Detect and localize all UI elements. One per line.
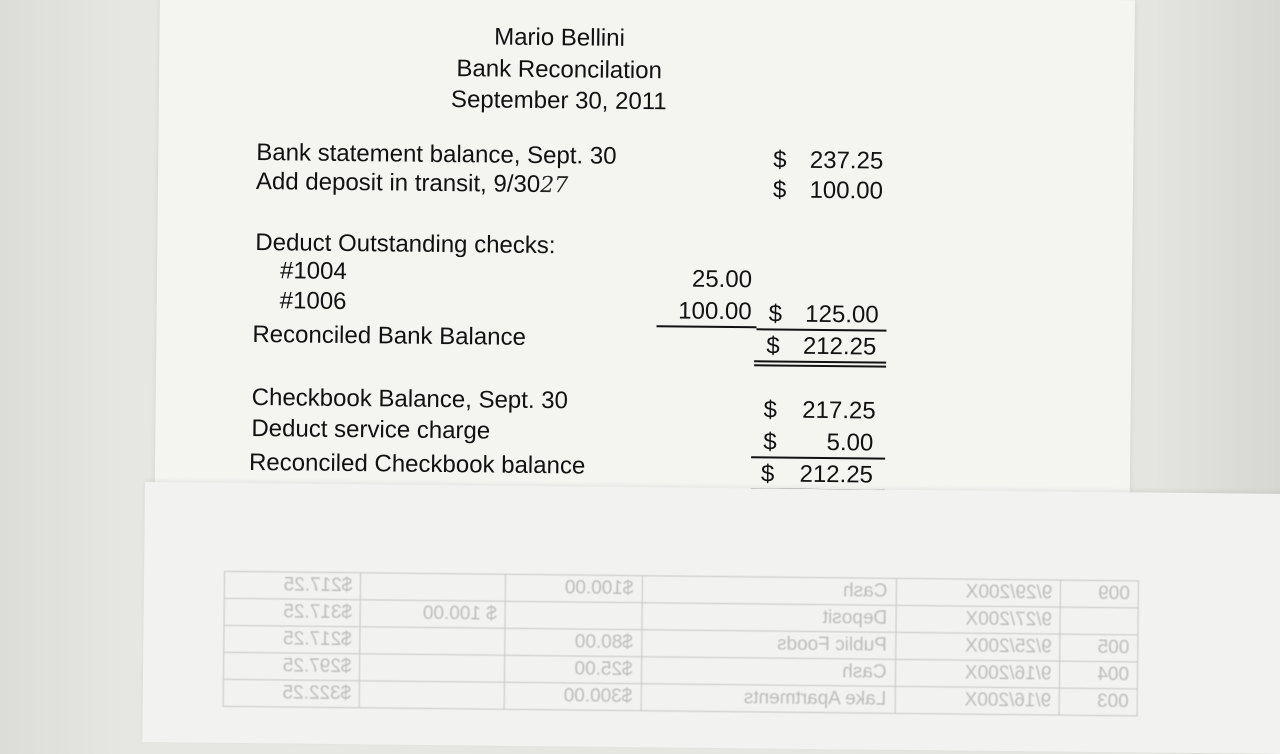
subtotal-underline [656,325,756,328]
total-underline [756,328,886,331]
ledger-cell: $80.00 [505,628,642,656]
ledger-cell: 009 [1061,580,1139,608]
check-amount: 25.00 [691,265,753,294]
check-number: #1006 [279,287,347,315]
reconciled-bank-label: Reconciled Bank Balance [252,320,527,351]
deposit-amount: 100.00 [809,176,884,205]
ledger-cell: 005 [1060,634,1138,662]
ledger-cell [361,573,506,602]
ledger-cell: Cash [642,576,896,606]
reconciled-checkbook-amount: 212.25 [799,460,874,489]
service-underline [751,456,885,459]
deposit-in-transit-text: Add deposit in transit, 9/30 [255,168,541,198]
bank-statement-label: Bank statement balance, Sept. 30 [256,139,617,170]
ledger-cell [360,681,505,710]
ledger-table [223,571,1139,717]
double-underline-bottom [754,364,886,367]
outstanding-checks-label: Deduct Outstanding checks: [255,229,556,260]
ledger-cell: 9/29/200X [896,578,1061,607]
reconciled-checkbook-label: Reconciled Checkbook balance [248,448,586,480]
outstanding-total-dollar: $ [768,300,783,328]
ledger-cell [505,601,642,629]
ledger-cell: Cash [641,657,895,687]
service-charge-amount: 5.00 [826,429,874,457]
checkbook-balance-dollar: $ [763,396,778,424]
service-charge-label: Deduct service charge [251,414,491,445]
ledger-cell: 004 [1060,661,1138,689]
bank-statement-dollar: $ [773,146,787,174]
ledger-cell: 9/16/200X [895,686,1060,715]
checkbook-balance-amount: 217.25 [802,396,876,425]
ledger-cell: $100.00 [505,574,642,602]
underlying-ledger-sheet [142,482,1280,754]
ledger-cell: 9/16/200X [895,659,1060,688]
ledger-cell [360,654,505,683]
checkbook-balance-label: Checkbook Balance, Sept. 30 [251,383,569,415]
reconciled-bank-amount: 212.25 [802,332,877,361]
deposit-in-transit-label [256,168,568,199]
bank-statement-amount: 237.25 [809,146,884,175]
ledger-cell: Public Foods [641,630,895,660]
owner-name: Mario Bellini [494,23,626,52]
ledger-cell: $25.00 [505,655,642,683]
ledger-cell: $217.25 [224,625,361,653]
ledger-cell: Deposit [642,603,896,633]
document-title: Bank Reconcilation [456,55,663,85]
check-number: #1004 [279,257,347,285]
deposit-dollar: $ [772,176,787,204]
double-underline-top [754,360,886,363]
ledger-cell [1060,607,1138,635]
ledger-cell: Lake Apartments [641,684,895,714]
ledger-cell: 9/25/200X [895,632,1060,661]
ledger-cell: $300.00 [504,682,641,710]
check-amount: 100.00 [678,297,752,326]
ledger-cell: $ 100.00 [360,600,505,629]
ledger-cell: 003 [1060,688,1138,716]
document-date: September 30, 2011 [450,86,667,116]
ledger-cell: $217.25 [224,571,361,599]
reconciled-checkbook-dollar: $ [760,460,775,488]
show-through-ledger-table [222,571,1139,741]
ledger-cell [360,627,505,656]
ledger-cell: $322.25 [223,679,360,707]
ledger-cell: $297.25 [223,652,360,680]
handwritten-correction: 27 [540,172,569,199]
reconciled-bank-dollar: $ [766,332,780,360]
ledger-cell: 9/27/200X [896,605,1061,634]
outstanding-total-amount: 125.00 [805,300,879,329]
ledger-cell: $317.25 [224,598,361,626]
service-charge-dollar: $ [763,428,777,456]
reconciliation-sheet [154,0,1135,540]
